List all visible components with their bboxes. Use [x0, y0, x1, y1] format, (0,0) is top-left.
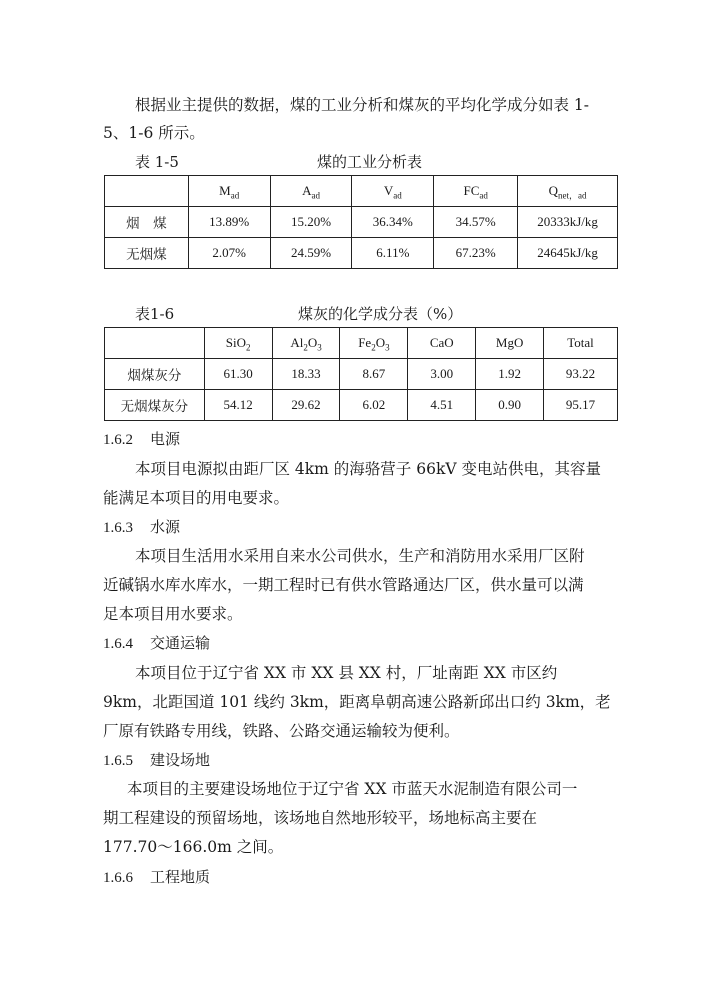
header-cell: $A_{ad}$: [270, 176, 352, 207]
power-line-1: 本项目电源拟由距厂区 4km 的海骆营子 66kV 变电站供电，其容量: [135, 460, 601, 478]
table-cell: 1.92: [476, 359, 544, 390]
power-line-2: 能满足本项目的用电要求。: [103, 489, 290, 507]
site-line-2: 期工程建设的预留场地，该场地自然地形较平，场地标高主要在: [103, 809, 538, 827]
table-cell: 34.57%: [434, 207, 518, 238]
section-heading-power: [103, 430, 180, 449]
table-row: [105, 238, 618, 269]
table-1-6-label: 表1-6: [135, 305, 175, 323]
table-cell: 29.62: [272, 390, 340, 421]
table-cell: 0.90: [476, 390, 544, 421]
header-cell: $Q_{net,ad}$: [518, 176, 618, 207]
header-cell: SiO$_2$: [204, 328, 272, 359]
section-number: 1.6.5: [103, 753, 133, 769]
table-cell: 36.34%: [352, 207, 434, 238]
row-header-cell: 无烟煤: [105, 238, 189, 269]
water-line-1: 本项目生活用水采用自来水公司供水，生产和消防用水采用厂区附: [135, 547, 585, 565]
table-cell: 93.22: [544, 359, 618, 390]
section-title: 水源: [150, 518, 181, 536]
header-cell: $M_{ad}$: [188, 176, 270, 207]
header-cell: $FC_{ad}$: [434, 176, 518, 207]
table-cell: 67.23%: [434, 238, 518, 269]
section-heading-site: [103, 751, 210, 770]
table-cell: 6.02: [340, 390, 408, 421]
row-header-cell: 烟煤灰分: [105, 359, 205, 390]
section-heading-geology: [103, 868, 210, 887]
ash-composition-table: [104, 327, 618, 421]
table-cell: 18.33: [272, 359, 340, 390]
row-header-cell: 烟 煤: [105, 207, 189, 238]
table-cell: 4.51: [408, 390, 476, 421]
section-number: 1.6.3: [103, 520, 133, 536]
table-1-5-title: 煤的工业分析表: [317, 153, 423, 171]
table-row: [105, 390, 618, 421]
water-line-3: 足本项目用水要求。: [103, 605, 243, 623]
row-header-cell: 无烟煤灰分: [105, 390, 205, 421]
site-line-3: 177.70～166.0m 之间。: [103, 838, 284, 856]
table-cell: 95.17: [544, 390, 618, 421]
table-cell: 2.07%: [188, 238, 270, 269]
table-cell: 8.67: [340, 359, 408, 390]
section-title: 电源: [150, 430, 181, 448]
table-cell: 61.30: [204, 359, 272, 390]
header-cell: CaO: [408, 328, 476, 359]
intro-line-1: 根据业主提供的数据，煤的工业分析和煤灰的平均化学成分如表 1-: [135, 96, 590, 114]
table-cell: 6.11%: [352, 238, 434, 269]
intro-line-2: 5、1-6 所示。: [103, 124, 205, 142]
table-cell: 3.00: [408, 359, 476, 390]
table-header-row: [105, 176, 618, 207]
section-heading-water: [103, 518, 180, 537]
coal-analysis-table: [104, 175, 618, 269]
table-row: [105, 207, 618, 238]
table-cell: 24.59%: [270, 238, 352, 269]
section-title: 交通运输: [150, 634, 211, 652]
table-cell: 20333kJ/kg: [518, 207, 618, 238]
corner-cell: [105, 328, 205, 359]
header-cell: Total: [544, 328, 618, 359]
section-heading-transport: [103, 634, 210, 653]
header-cell: $V_{ad}$: [352, 176, 434, 207]
transport-line-2: 9km，北距国道 101 线约 3km，距离阜朝高速公路新邱出口约 3km，老: [103, 693, 611, 711]
water-line-2: 近碱锅水库水库水，一期工程时已有供水管路通达厂区，供水量可以满: [103, 576, 584, 594]
table-cell: 15.20%: [270, 207, 352, 238]
section-number: 1.6.4: [103, 636, 133, 652]
header-cell: $Al_2O_3$: [272, 328, 340, 359]
site-line-1: 本项目的主要建设场地位于辽宁省 XX 市蓝天水泥制造有限公司一: [127, 780, 578, 798]
section-number: 1.6.2: [103, 432, 133, 448]
table-cell: 54.12: [204, 390, 272, 421]
table-1-6-title: 煤灰的化学成分表（%）: [298, 305, 463, 323]
table-header-row: [105, 328, 618, 359]
table-row: [105, 359, 618, 390]
section-title: 建设场地: [150, 751, 211, 769]
table-cell: 24645kJ/kg: [518, 238, 618, 269]
table-1-5-label: 表 1-5: [135, 153, 179, 171]
section-title: 工程地质: [150, 868, 211, 886]
table-cell: 13.89%: [188, 207, 270, 238]
transport-line-3: 厂原有铁路专用线，铁路、公路交通运输较为便利。: [103, 722, 460, 740]
section-number: 1.6.6: [103, 870, 133, 886]
corner-cell: [105, 176, 189, 207]
header-cell: $Fe_2O_3$: [340, 328, 408, 359]
transport-line-1: 本项目位于辽宁省 XX 市 XX 县 XX 村，厂址南距 XX 市区约: [135, 664, 558, 682]
header-cell: MgO: [476, 328, 544, 359]
